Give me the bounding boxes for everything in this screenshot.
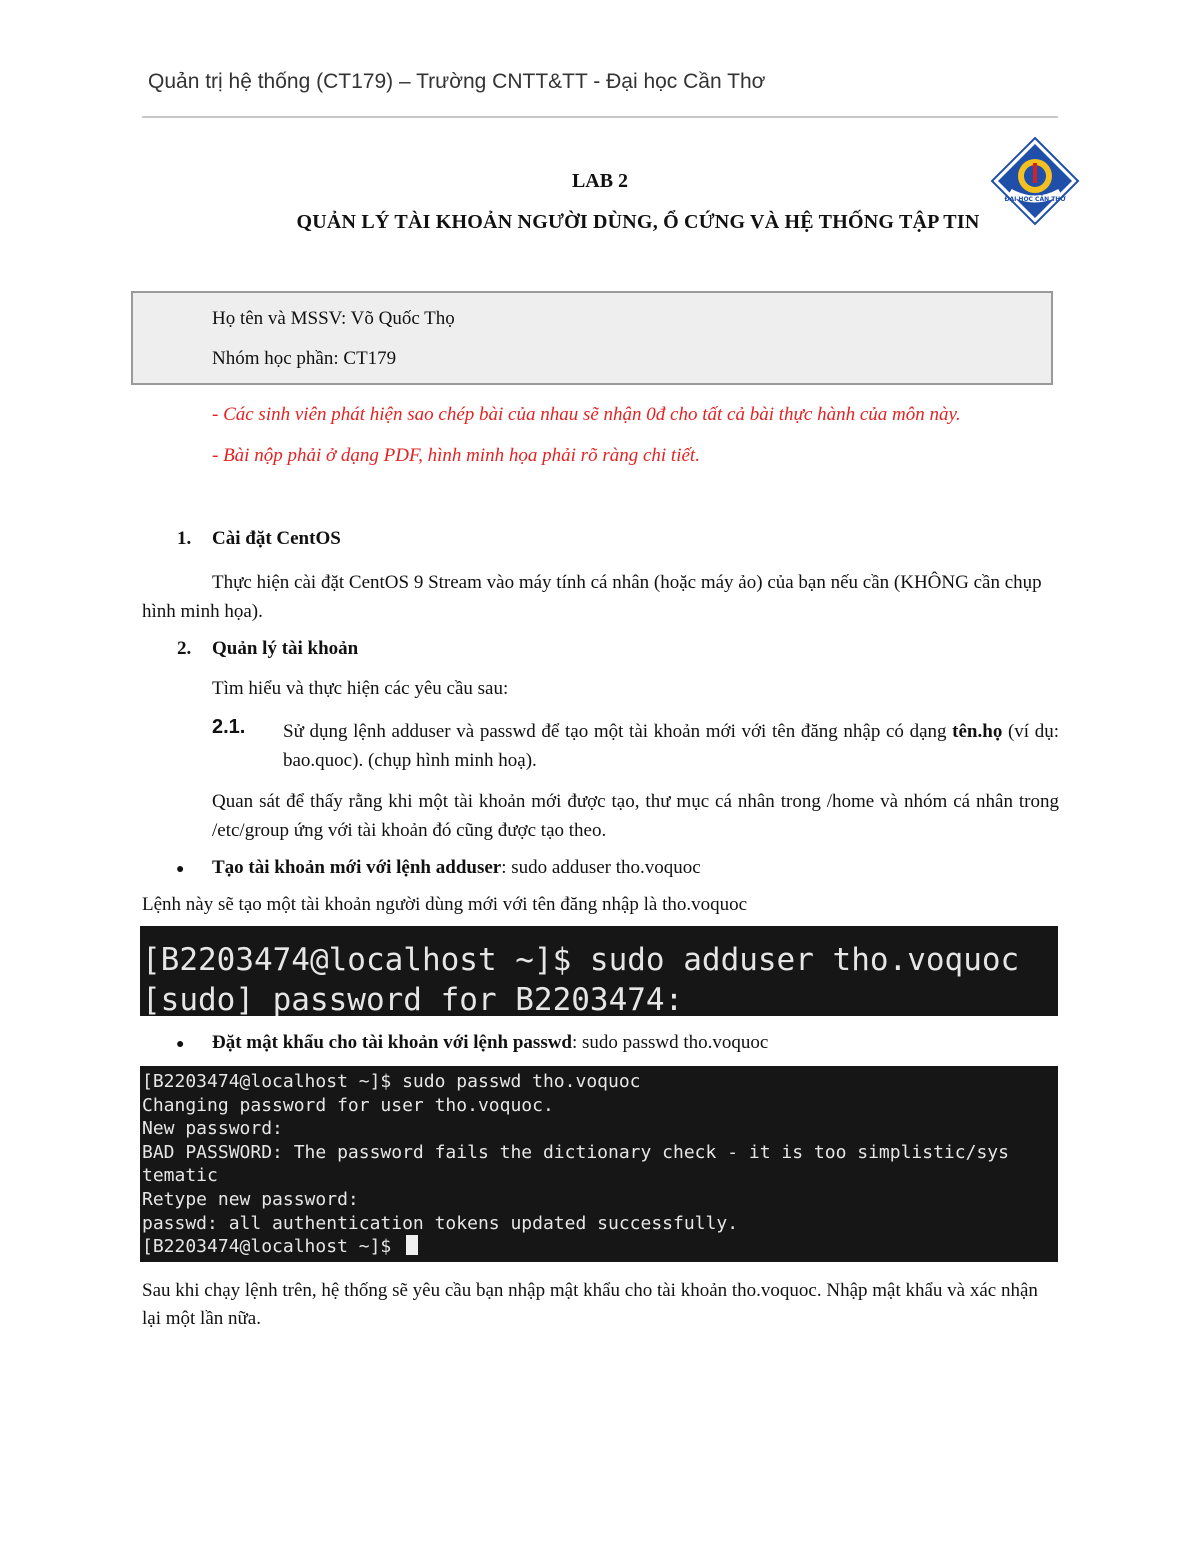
subsection-text-a: Sử dụng lệnh adduser và passwd để tạo một tài khoản mới với tên đăng nhập có dạng (283, 721, 953, 742)
header-divider (142, 116, 1058, 118)
page-header: Quản trị hệ thống (CT179) – Trường CNTT&TT - Đại học Cần Thơ (148, 70, 766, 93)
closing-text: Sau khi chạy lệnh trên, hệ thống sẽ yêu cầu bạn nhập mật khẩu cho tài khoản tho.voquoc. Nhập mật khẩu và xác nhận lại một lần nữa. (142, 1280, 1038, 1329)
bullet1-text (212, 857, 701, 879)
section1-number: 1. (177, 528, 192, 549)
terminal-line: [B2203474@localhost ~]$ (142, 1236, 403, 1258)
section1-text: Thực hiện cài đặt CentOS 9 Stream vào máy tính cá nhân (hoặc máy ảo) của bạn nếu cần (KHÔNG cần chụp hình minh họa). (142, 572, 1042, 622)
student-info-box (131, 291, 1053, 385)
terminal-line: New password: (142, 1118, 283, 1140)
terminal-prompt-line (142, 1235, 1058, 1259)
warning-format: - Bài nộp phải ở dạng PDF, hình minh họa phải rõ ràng chi tiết. (212, 445, 700, 466)
bullet2-text (212, 1032, 768, 1054)
subsection-number: 2.1. (212, 716, 246, 738)
terminal-line: [B2203474@localhost ~]$ sudo adduser tho.voquoc (142, 942, 1020, 978)
terminal-passwd (140, 1066, 1058, 1262)
terminal-line: [sudo] password for B2203474: (142, 982, 684, 1016)
subsection-text-b: (ví dụ: bao.quoc). (chụp hình minh hoạ). (283, 721, 1060, 771)
course-group-line: Nhóm học phần: CT179 (212, 348, 397, 369)
terminal-line: tematic (142, 1165, 218, 1187)
section2-intro: Tìm hiểu và thực hiện các yêu cầu sau: (212, 678, 509, 699)
observe-text: Quan sát để thấy rằng khi một tài khoản mới được tạo, thư mục cá nhân trong /home và nhóm cá nhân trong /etc/group ứng với tài khoản đó cũng được tạo theo. (212, 791, 1059, 841)
bullet-icon: ● (176, 862, 185, 877)
subsection-text (283, 717, 1059, 775)
bullet1-rest: : sudo adduser tho.voquoc (501, 857, 701, 878)
terminal-line: [B2203474@localhost ~]$ sudo passwd tho.voquoc (142, 1071, 641, 1092)
lab-title: LAB 2 (571, 170, 629, 192)
lab-subtitle: QUẢN LÝ TÀI KHOẢN NGƯỜI DÙNG, Ổ CỨNG VÀ HỆ THỐNG TẬP TIN (296, 211, 980, 233)
section2-number: 2. (177, 638, 192, 659)
bullet1-bold: Tạo tài khoản mới với lệnh adduser (212, 857, 502, 878)
section2-title: Quản lý tài khoản (212, 638, 359, 659)
adduser-explanation: Lệnh này sẽ tạo một tài khoản người dùng mới với tên đăng nhập là tho.voquoc (142, 894, 748, 915)
bullet2-bold: Đặt mật khẩu cho tài khoản với lệnh passwd (212, 1032, 572, 1053)
student-name-line: Họ tên và MSSV: Võ Quốc Thọ (212, 308, 455, 329)
terminal-line: Changing password for user tho.voquoc. (142, 1094, 554, 1116)
bullet2-rest: : sudo passwd tho.voquoc (572, 1032, 769, 1053)
subsection-text-bold: tên.họ (952, 721, 1003, 742)
terminal-cursor (406, 1235, 418, 1255)
section1-title: Cài đặt CentOS (212, 528, 341, 549)
bullet-icon: ● (176, 1037, 185, 1052)
terminal-line: passwd: all authentication tokens updated successfully. (142, 1212, 739, 1234)
terminal-line: BAD PASSWORD: The password fails the dictionary check - it is too simplistic/sys (142, 1141, 1009, 1163)
logo-text: ĐẠI HỌC CẦN THƠ (1004, 196, 1066, 203)
terminal-adduser (140, 926, 1058, 1016)
warning-plagiarism: - Các sinh viên phát hiện sao chép bài của nhau sẽ nhận 0đ cho tất cả bài thực hành của môn này. (212, 404, 961, 425)
terminal-line: Retype new password: (142, 1188, 359, 1210)
